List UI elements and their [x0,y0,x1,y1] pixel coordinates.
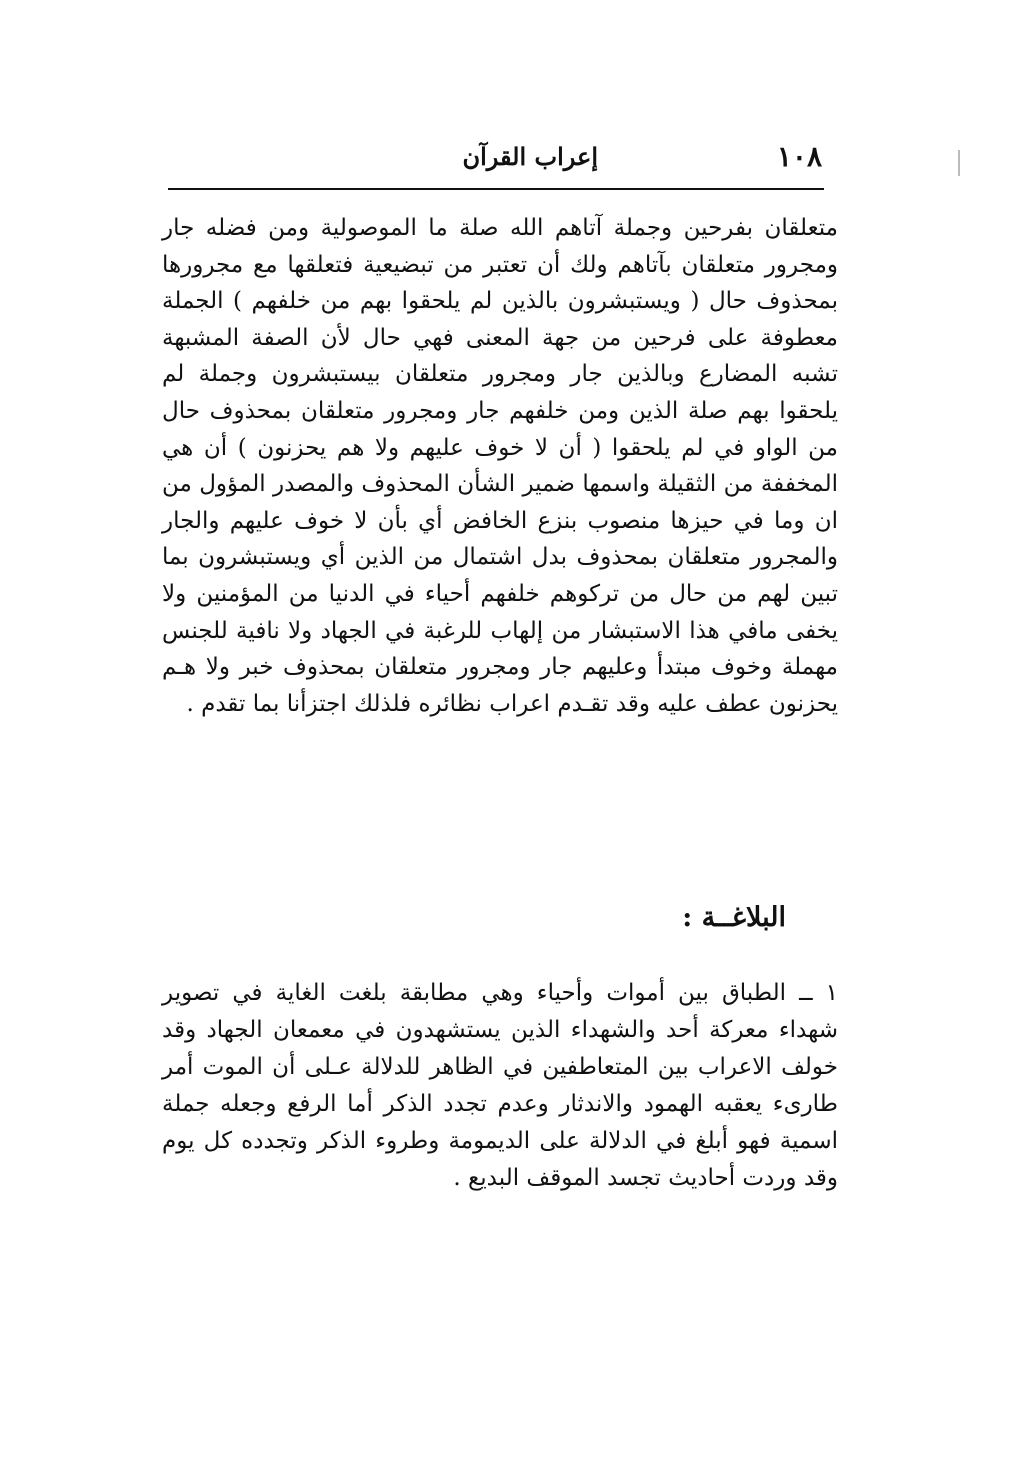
scan-edge-mark [958,150,960,176]
page-header [170,140,830,182]
balagha-paragraph: ١ ــ الطباق بين أموات وأحياء وهي مطابقة بلغت الغاية في تصوير شهداء معركة أحد والشهداء الذين يستشهدون في معمعان الجهاد وقد خولف الاعراب بين المتعاطفين في الظاهر للدلالة عـلى أن الموت أمر طارىء يعقبه الهمود والاندثار وعدم تجدد الذكر أما الرفع وجعله جملة اسمية فهو أبلغ في الدلالة على الديمومة وطروء الذكر وتجدده كل يوم وقد وردت أحاديث تجسد الموقف البديع . [162,980,838,1191]
running-title: إعراب القرآن [462,142,598,171]
page-number: ١٠٨ [776,140,822,173]
irab-paragraph: متعلقان بفرحين وجملة آتاهم الله صلة ما الموصولية ومن فضله جار ومجرور متعلقان بآتاهم ولك أن تعتبر من تبضيعية فتعلقها مع مجرورها بمحذوف حال ( ويستبشرون بالذين لم يلحقوا بهم من خلفهم ) الجملة معطوفة على فرحين من جهة المعنى فهي حال لأن الصفة المشبهة تشبه المضارع وبالذين جار ومجرور متعلقان بيستبشرون وجملة لم يلحقوا بهم صلة الذين ومن خلفهم جار ومجرور متعلقان بمحذوف حال من الواو في لم يلحقوا ( أن لا خوف عليهم ولا هم يحزنون ) أن هي المخففة من الثقيلة واسمها ضمير الشأن المحذوف والمصدر المؤول من ان وما في حيزها منصوب بنزع الخافض أي بأن لا خوف عليهم والجار والمجرور متعلقان بمحذوف بدل اشتمال من الذين أي ويستبشرون بما تبين لهم من حال من تركوهم خلفهم أحياء في الدنيا من المؤمنين ولا يخفى مافي هذا الاستبشار من إلهاب للرغبة في الجهاد ولا نافية للجنس مهملة وخوف مبتدأ وعليهم جار ومجرور متعلقان بمحذوف خبر ولا هـم يحزنون عطف عليه وقد تقـدم اعراب نظائره فلذلك اجتزأنا بما تقدم . [162,215,838,717]
section-title-balagha: البلاغــة : [682,902,786,933]
header-divider [168,188,824,190]
